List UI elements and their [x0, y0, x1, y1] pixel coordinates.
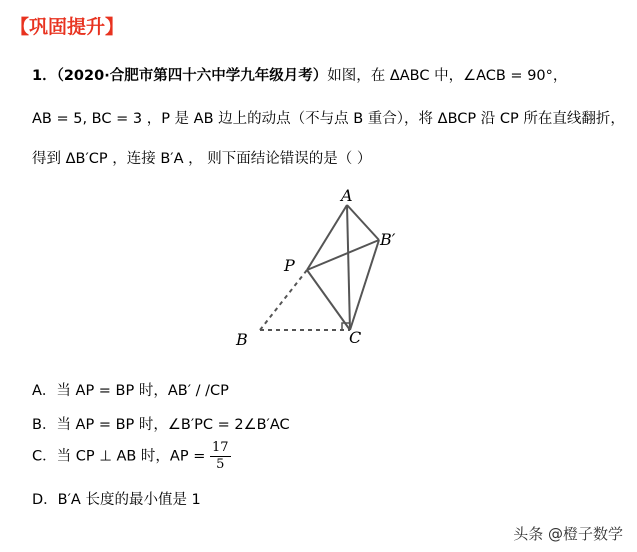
label-P: P: [284, 256, 295, 275]
option-b-letter: B．: [32, 417, 57, 433]
segment-AC: [347, 205, 350, 330]
option-c: [32, 440, 231, 473]
option-d: [32, 488, 201, 509]
question-number: 1．: [32, 68, 57, 84]
label-A: A: [341, 186, 353, 205]
segment-AB-prime: [347, 205, 379, 240]
triangle-diagram: [225, 185, 410, 350]
segment-B-prime-C: [350, 240, 379, 330]
segment-PB-prime: [307, 240, 379, 270]
section-heading: 【巩固提升】: [10, 16, 125, 38]
question-line-3: 得到 ΔB′CP ，连接 B′A ， 则下面结论错误的是（ ）: [32, 151, 372, 167]
question-text-1: 如图，在 ΔABC 中，∠ACB = 90°，: [327, 68, 568, 84]
question-source: （2020·合肥市第四十六中学九年级月考）: [56, 68, 328, 84]
fraction-numerator: 17: [211, 440, 229, 455]
label-B-prime: B′: [380, 230, 396, 249]
option-a-text: 当 AP = BP 时，AB′ / /CP: [56, 383, 229, 399]
label-B: B: [236, 330, 248, 349]
watermark: 头条 @橙子数学: [513, 525, 623, 543]
option-c-fraction: [210, 440, 231, 473]
geometry-figure: [225, 185, 410, 354]
question-line-1: [32, 64, 567, 85]
option-b: [32, 413, 290, 434]
option-d-letter: D．: [32, 492, 58, 508]
option-b-text: 当 AP = BP 时，∠B′PC = 2∠B′AC: [56, 417, 290, 433]
option-c-text: 当 CP ⊥ AB 时，AP =: [56, 448, 210, 465]
option-a-letter: A．: [32, 383, 57, 399]
option-d-text: B′A 长度的最小值是 1: [57, 492, 201, 508]
segment-BP: [260, 270, 307, 330]
fraction-denominator: 5: [216, 457, 225, 472]
option-a: [32, 379, 229, 400]
segment-AP: [307, 205, 347, 270]
label-C: C: [349, 328, 362, 347]
option-c-letter: C．: [32, 448, 57, 465]
question-line-2: AB = 5, BC = 3 ，P 是 AB 边上的动点（不与点 B 重合），将 ΔBCP 沿 CP 所在直线翻折，: [32, 111, 625, 127]
segment-PC: [307, 270, 350, 330]
